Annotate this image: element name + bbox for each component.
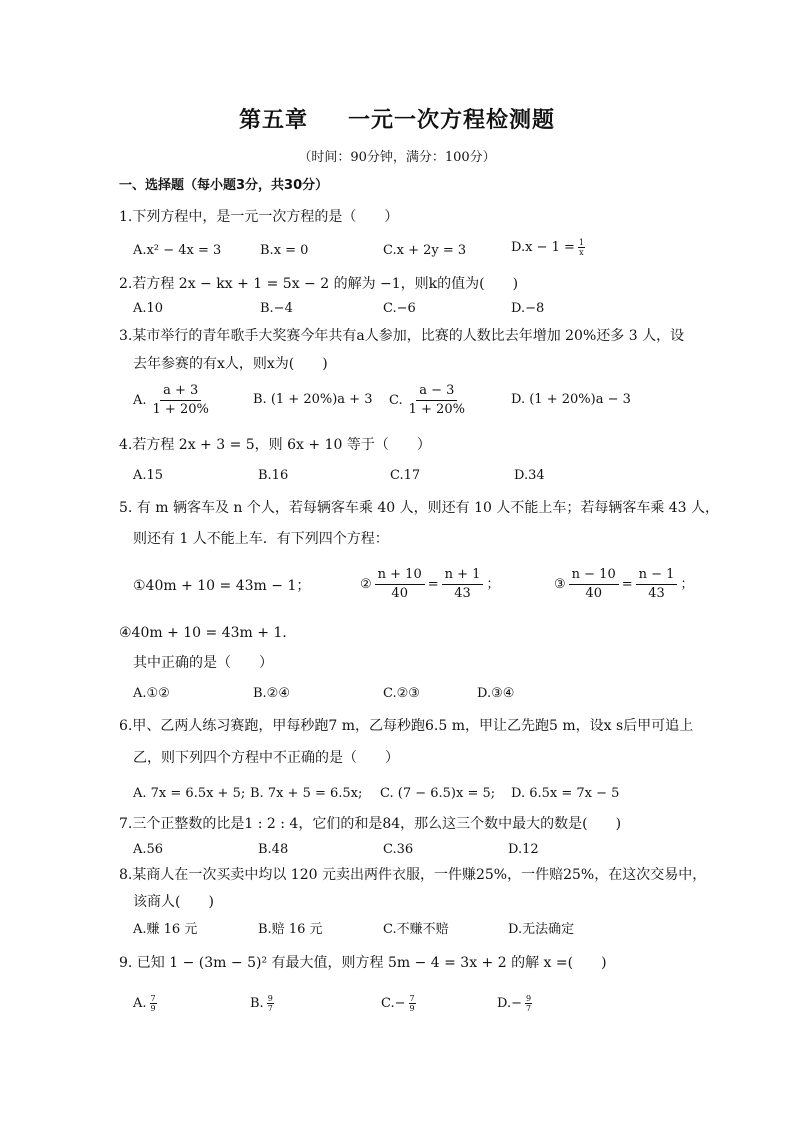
q5-equation-3-marker: ③ [554, 577, 566, 592]
q9-option-b-fraction [267, 994, 274, 1013]
q3-option-a-label: A. [133, 393, 147, 408]
fraction-denominator: 9 [150, 1004, 156, 1013]
q5-stem-line2: 则还有 1 人不能上车．有下列四个方程： [133, 531, 389, 547]
q4-stem: 4.若方程 2x + 3 = 5，则 6x + 10 等于（ ） [119, 437, 431, 453]
q5-equation-2 [360, 566, 499, 603]
fraction-denominator: 1 + 20% [408, 402, 465, 417]
q9-option-c-fraction [409, 994, 416, 1013]
q1-option-d-label: D. [511, 240, 526, 255]
fraction-denominator: 43 [648, 586, 665, 601]
q5-option-a: A.①② [133, 686, 170, 701]
q5-equation-2-fraction-right [442, 566, 484, 603]
q3-option-a-fraction [150, 382, 212, 419]
q9-option-c [381, 994, 419, 1013]
q5-which: 其中正确的是（ ） [133, 655, 273, 671]
fraction-numerator: 1 [578, 238, 584, 247]
fraction-numerator: 9 [267, 994, 273, 1003]
q8-stem-line2: 该商人( ) [133, 894, 214, 910]
q5-equation-2-fraction-left [375, 566, 425, 603]
fraction-denominator: 40 [585, 586, 602, 601]
fraction-denominator: x [579, 248, 584, 257]
q5-option-c: C.②③ [383, 686, 420, 701]
q6-option-b: B. 7x + 5 = 6.5x; [250, 786, 363, 801]
q7-stem: 7.三个正整数的比是1 : 2 : 4，它们的和是84，那么这三个数中最大的数是( ) [119, 816, 622, 832]
q7-option-a: A.56 [133, 842, 164, 857]
equals-sign: = [621, 577, 633, 592]
q5-equation-2-marker: ② [360, 577, 372, 592]
fraction-denominator: 1 + 20% [152, 402, 209, 417]
q1-option-c-expr: x + 2y = 3 [396, 243, 467, 258]
q4-option-c: C.17 [390, 468, 421, 483]
q8-option-c: C.不赚不赔 [383, 922, 449, 937]
fraction-denominator: 9 [409, 1004, 415, 1013]
fraction-denominator: 7 [525, 1004, 532, 1013]
q1-option-a [133, 242, 221, 260]
equals-sign: = [427, 577, 439, 592]
q1-option-b-label: B. [260, 243, 274, 258]
q2-option-a: A.10 [133, 301, 164, 316]
section-heading: 一、选择题（每小题3分，共30分） [119, 178, 329, 193]
q6-option-d: D. 6.5x = 7x − 5 [511, 786, 620, 801]
q4-option-b: B.16 [258, 468, 289, 483]
fraction-numerator: a + 3 [160, 382, 201, 401]
q5-equation-3-fraction-right [636, 566, 678, 603]
q6-option-a: A. 7x = 6.5x + 5; [133, 786, 246, 801]
q5-equation-3-fraction-left [569, 566, 619, 603]
q7-option-b: B.48 [258, 842, 289, 857]
title-chapter: 第五章 [238, 108, 308, 133]
q5-stem-line1: 5. 有 m 辆客车及 n 个人，若每辆客车乘 40 人，则还有 10 人不能上车；若每辆客车乘 43 人， [119, 500, 720, 516]
fraction-numerator: 7 [409, 994, 415, 1003]
q1-option-a-label: A. [133, 243, 147, 258]
q9-option-d-fraction [525, 994, 532, 1013]
fraction-numerator: a − 3 [416, 382, 457, 401]
fraction-denominator: 43 [454, 586, 471, 601]
q1-option-c [383, 242, 466, 260]
q6-option-c: C. (7 − 6.5)x = 5; [380, 786, 496, 801]
q1-option-b [260, 242, 308, 260]
q8-option-a: A.赚 16 元 [133, 922, 198, 937]
q3-option-b: B. (1 + 20%)a + 3 [253, 392, 373, 407]
q1-option-b-expr: x = 0 [273, 243, 309, 258]
q5-equation-3 [554, 566, 693, 603]
q1-option-d-fraction [578, 238, 585, 257]
q3-stem-line2: 去年参赛的有x人，则x为( ) [133, 356, 328, 372]
q5-option-d: D.③④ [477, 686, 515, 701]
page-title [0, 103, 794, 134]
q3-option-c-label: C. [389, 393, 403, 408]
q8-stem-line1: 8.某商人在一次买卖中均以 120 元卖出两件衣服，一件赚25%，一件赔25%，在这次交易中， [119, 867, 707, 883]
q9-option-a-fraction [150, 994, 157, 1013]
fraction-denominator: 7 [267, 1004, 273, 1013]
title-topic: 一元一次方程检测题 [348, 108, 556, 133]
q9-option-a-label: A. [133, 996, 147, 1011]
q3-option-a [133, 382, 215, 419]
q3-option-d: D. (1 + 20%)a − 3 [511, 392, 631, 407]
q2-option-b: B.−4 [260, 301, 293, 316]
q9-option-b-label: B. [250, 996, 264, 1011]
q1-option-d-expr: x − 1 = [525, 240, 575, 255]
subtitle: （时间：90分钟，满分：100分） [298, 150, 496, 165]
q2-option-c: C.−6 [383, 301, 416, 316]
fraction-denominator: 40 [391, 586, 408, 601]
q6-stem-line2: 乙，则下列四个方程中不正确的是（ ） [133, 750, 399, 766]
q3-stem-line1: 3.某市举行的青年歌手大奖赛今年共有a人参加，比赛的人数比去年增加 20%还多 3 人，设 [119, 328, 685, 344]
q9-option-c-label: C.− [381, 996, 406, 1011]
q3-option-c-fraction [406, 382, 468, 419]
q3-option-c [389, 382, 471, 419]
q9-option-b [250, 994, 277, 1013]
fraction-numerator: n − 1 [636, 566, 678, 585]
q9-option-d-label: D.− [497, 996, 522, 1011]
q9-option-a [133, 994, 160, 1013]
q1-option-a-expr: x² − 4x = 3 [146, 243, 222, 258]
semicolon: ； [486, 577, 500, 592]
q8-option-d: D.无法确定 [508, 922, 575, 937]
q2-stem: 2.若方程 2x − kx + 1 = 5x − 2 的解为 −1，则k的值为( ) [119, 276, 519, 292]
q9-stem: 9. 已知 1 − (3m − 5)² 有最大值，则方程 5m − 4 = 3x + 2 的解 x =( ) [119, 955, 607, 971]
q7-option-c: C.36 [383, 842, 414, 857]
semicolon: ； [680, 577, 694, 592]
q4-option-d: D.34 [514, 468, 545, 483]
q4-option-a: A.15 [133, 468, 164, 483]
q1-option-d [511, 238, 588, 257]
fraction-numerator: 7 [150, 994, 156, 1003]
q9-option-d [497, 994, 535, 1013]
q1-stem: 1.下列方程中，是一元一次方程的是（ ） [119, 209, 399, 225]
fraction-numerator: n − 10 [569, 566, 619, 585]
q5-equation-4: ④40m + 10 = 43m + 1． [119, 625, 297, 641]
fraction-numerator: 9 [525, 994, 532, 1003]
q8-option-b: B.赔 16 元 [258, 922, 323, 937]
q7-option-d: D.12 [508, 842, 539, 857]
q1-option-c-label: C. [383, 243, 397, 258]
q6-stem-line1: 6.甲、乙两人练习赛跑，甲每秒跑7 m，乙每秒跑6.5 m，甲让乙先跑5 m，设x s后甲可追上 [119, 718, 694, 734]
fraction-numerator: n + 10 [375, 566, 425, 585]
q5-equation-1: ①40m + 10 = 43m − 1； [133, 578, 311, 594]
fraction-numerator: n + 1 [442, 566, 484, 585]
q2-option-d: D.−8 [511, 301, 545, 316]
q5-option-b: B.②④ [253, 686, 290, 701]
